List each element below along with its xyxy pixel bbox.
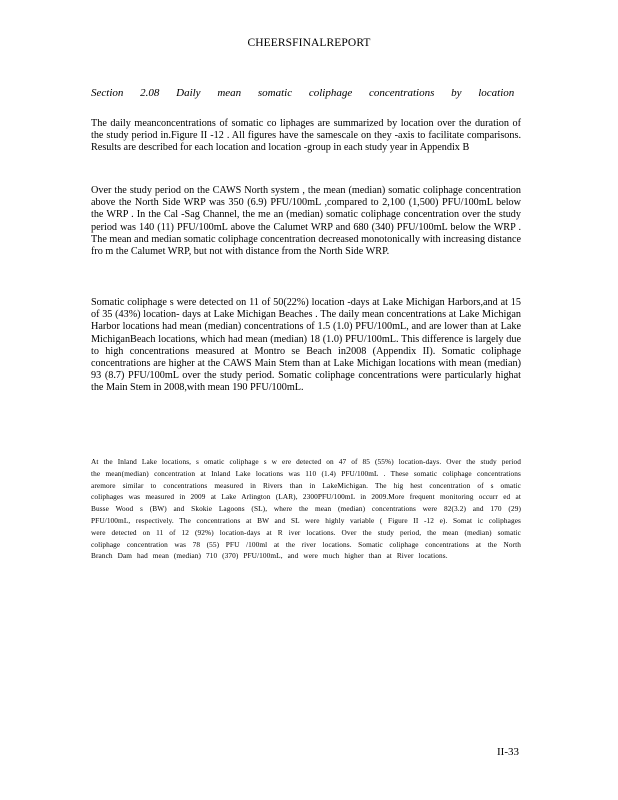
report-header: CHEERSFINALREPORT [247,37,371,49]
paragraph-intro: The daily meanconcentrations of somatic co liphages are summarized by location over the duration of the study period in.Figure II -12 . All figures have the samescale on they -axis to facilitate comparisons. Results are described for each location and location -group in each study year in Appendix B [91,118,521,154]
paragraph-caws: Over the study period on the CAWS North system , the mean (median) somatic coliphage concentration above the North Side WRP was 350 (6.9) PFU/100mL ,compared to 2,100 (1,500) PFU/100mL below the WRP . In the Cal -Sag Channel, the me an (median) somatic coliphage concentration over the study period was 140 (11) PFU/100mL above the Calumet WRP and 680 (340) PFU/100mL below the WRP . The mean and median somatic coliphage concentration decreased monotonically with increasing distance fro m the Calumet WRP, but not with distance from the North Side WRP. [91,185,521,258]
paragraph-lake-michigan: Somatic coliphage s were detected on 11 of 50(22%) location -days at Lake Michigan Harbors,and at 15 of 35 (43%) location- days at Lake Michigan Beaches . The daily mean concentrations at Lake Michigan Harbor locations had mean (median) concentrations of 1.5 (1.0) PFU/100mL, and are lower than at Lake MichiganBeach locations, which had mean (median) 18 (1.0) PFU/100mL. This difference is largely due to high concentrations measured at Montro se Beach in2008 (Appendix II). Somatic coliphage concentrations are higher at the CAWS Main Stem than at Lake Michigan locations with mean (median) 93 (8.7) PFU/100mL over the study period. Somatic coliphage concentrations were particularly highat the Main Stem in 2008,with mean 190 PFU/100mL. [91,297,521,394]
section-title: Section 2.08 Daily mean somatic coliphage concentrations by location [91,87,515,99]
paragraph-inland-lakes: At the Inland Lake locations, s omatic coliphage s w ere detected on 47 of 85 (55%) location-days. Over the study period the mean(median) concentration at Inland Lake locations was 110 (1.4) PFU/100mL . These somatic coliphage concentrations aremore similar to concentrations measured in Rivers than in LakeMichigan. The hig hest concentration of s omatic coliphages was measured in 2009 at Lake Arlington (LAR), 2300PFU/100mL in 2009.More frequent monitoring occurr ed at Busse Wood s (BW) and Skokie Lagoons (SL), where the mean (median) concentrations were 82(3.2) and 170 (29) PFU/100mL, respectively. The concentrations at BW and SL were highly variable ( Figure II -12 e). Somat ic coliphages were detected on 11 of 12 (92%) location-days at R iver locations. Over the study period, the mean (median) somatic coliphage concentration was 78 (55) PFU /100ml at the river locations. Somatic coliphage concentrations at the North Branch Dam had mean (median) 710 (370) PFU/100mL, and were much higher than at River locations. [91,457,521,561]
page-number: II-33 [497,746,519,758]
